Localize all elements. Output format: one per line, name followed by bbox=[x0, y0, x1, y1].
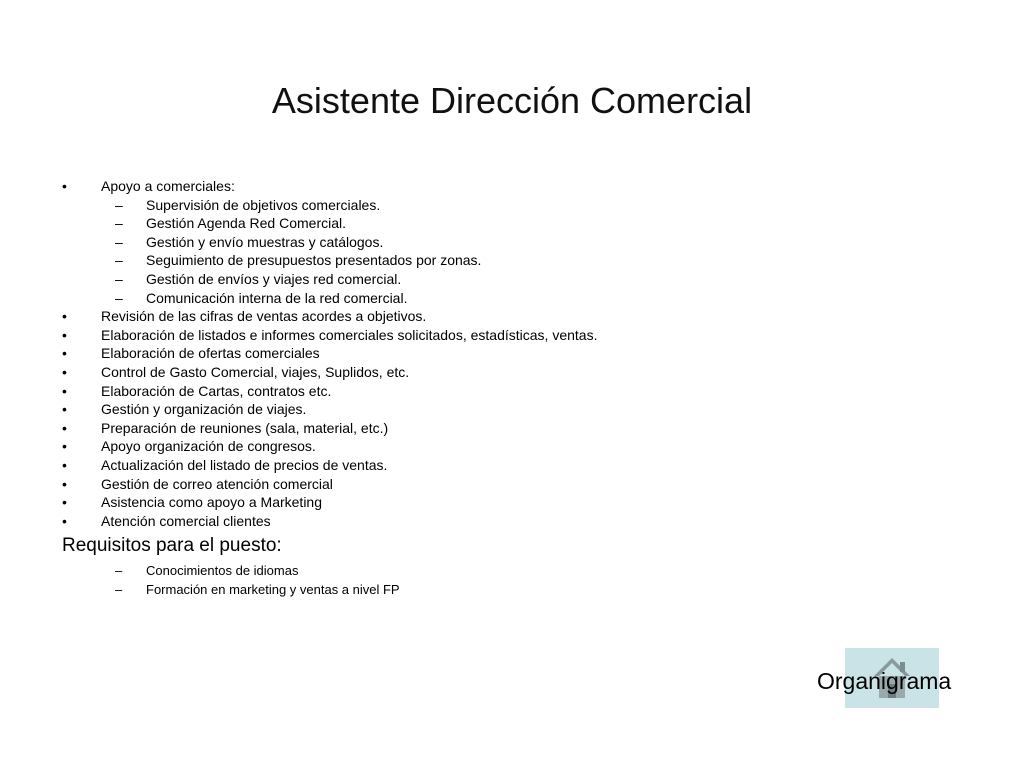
task-text: Gestión y envío muestras y catálogos. bbox=[146, 233, 384, 250]
bullet-marker: • bbox=[62, 512, 67, 529]
task-bullet-item bbox=[62, 307, 962, 326]
task-bullet-item bbox=[62, 475, 962, 494]
task-text: Apoyo a comerciales: bbox=[101, 178, 235, 194]
bullet-marker: • bbox=[62, 456, 67, 473]
dash-marker: – bbox=[115, 581, 123, 597]
task-text: Revisión de las cifras de ventas acordes a objetivos. bbox=[101, 308, 427, 325]
dash-marker: – bbox=[115, 215, 123, 232]
requirement-text: Conocimientos de idiomas bbox=[146, 563, 299, 579]
task-list bbox=[62, 177, 962, 530]
task-bullet-item bbox=[62, 382, 962, 401]
dash-marker: – bbox=[115, 196, 123, 213]
task-text: Actualización del listado de precios de ventas. bbox=[101, 456, 388, 473]
slide-content bbox=[62, 177, 962, 599]
task-text: Gestión y organización de viajes. bbox=[101, 401, 307, 418]
task-sub-item bbox=[62, 289, 962, 308]
dash-marker: – bbox=[115, 252, 123, 269]
bullet-marker: • bbox=[62, 326, 67, 343]
task-text: Supervisión de objetivos comerciales. bbox=[146, 196, 381, 213]
task-text: Elaboración de ofertas comerciales bbox=[101, 345, 320, 362]
bullet-marker: • bbox=[62, 363, 67, 380]
task-bullet-item bbox=[62, 493, 962, 512]
task-text: Gestión de correo atención comercial bbox=[101, 475, 333, 492]
task-text: Control de Gasto Comercial, viajes, Suplidos, etc. bbox=[101, 363, 410, 380]
task-text: Apoyo organización de congresos. bbox=[101, 438, 316, 455]
task-text: Preparación de reuniones (sala, material, etc.) bbox=[101, 419, 389, 436]
bullet-marker: • bbox=[62, 382, 67, 399]
bullet-marker: • bbox=[62, 345, 67, 362]
task-text: Asistencia como apoyo a Marketing bbox=[101, 494, 322, 511]
task-sub-item bbox=[62, 270, 962, 289]
task-bullet-item bbox=[62, 326, 962, 345]
task-bullet-item bbox=[62, 363, 962, 382]
task-sub-item bbox=[62, 214, 962, 233]
bullet-marker: • bbox=[62, 438, 67, 455]
task-text: Gestión de envíos y viajes red comercial. bbox=[146, 270, 402, 287]
requirements-list bbox=[62, 562, 962, 599]
dash-marker: – bbox=[115, 270, 123, 287]
task-bullet-item bbox=[62, 437, 962, 456]
task-bullet-item bbox=[62, 400, 962, 419]
task-bullet-item bbox=[62, 419, 962, 438]
bullet-marker: • bbox=[62, 178, 67, 194]
task-text: Comunicación interna de la red comercial. bbox=[146, 289, 408, 306]
task-text: Atención comercial clientes bbox=[101, 512, 271, 529]
requirement-item bbox=[62, 581, 962, 600]
requirement-item bbox=[62, 562, 962, 581]
organigrama-label[interactable]: Organigrama bbox=[817, 668, 952, 694]
dash-marker: – bbox=[115, 563, 123, 579]
bullet-marker: • bbox=[62, 419, 67, 436]
bullet-marker: • bbox=[62, 308, 67, 325]
dash-marker: – bbox=[115, 233, 123, 250]
bullet-marker: • bbox=[62, 401, 67, 418]
task-bullet-item bbox=[62, 456, 962, 475]
bullet-marker: • bbox=[62, 475, 67, 492]
task-sub-item bbox=[62, 196, 962, 215]
task-sub-item bbox=[62, 251, 962, 270]
bullet-marker: • bbox=[62, 494, 67, 511]
requirements-heading: Requisitos para el puesto: bbox=[62, 535, 282, 557]
task-text: Elaboración de listados e informes comerciales solicitados, estadísticas, ventas. bbox=[101, 326, 598, 343]
task-bullet-item bbox=[62, 344, 962, 363]
dash-marker: – bbox=[115, 289, 123, 306]
requirement-text: Formación en marketing y ventas a nivel FP bbox=[146, 581, 400, 597]
task-text: Gestión Agenda Red Comercial. bbox=[146, 215, 346, 232]
slide-title: Asistente Dirección Comercial bbox=[271, 80, 753, 121]
task-text: Seguimiento de presupuestos presentados por zonas. bbox=[146, 252, 482, 269]
task-bullet-item bbox=[62, 177, 962, 196]
task-bullet-item bbox=[62, 512, 962, 531]
task-text: Elaboración de Cartas, contratos etc. bbox=[101, 382, 332, 399]
task-sub-item bbox=[62, 233, 962, 252]
